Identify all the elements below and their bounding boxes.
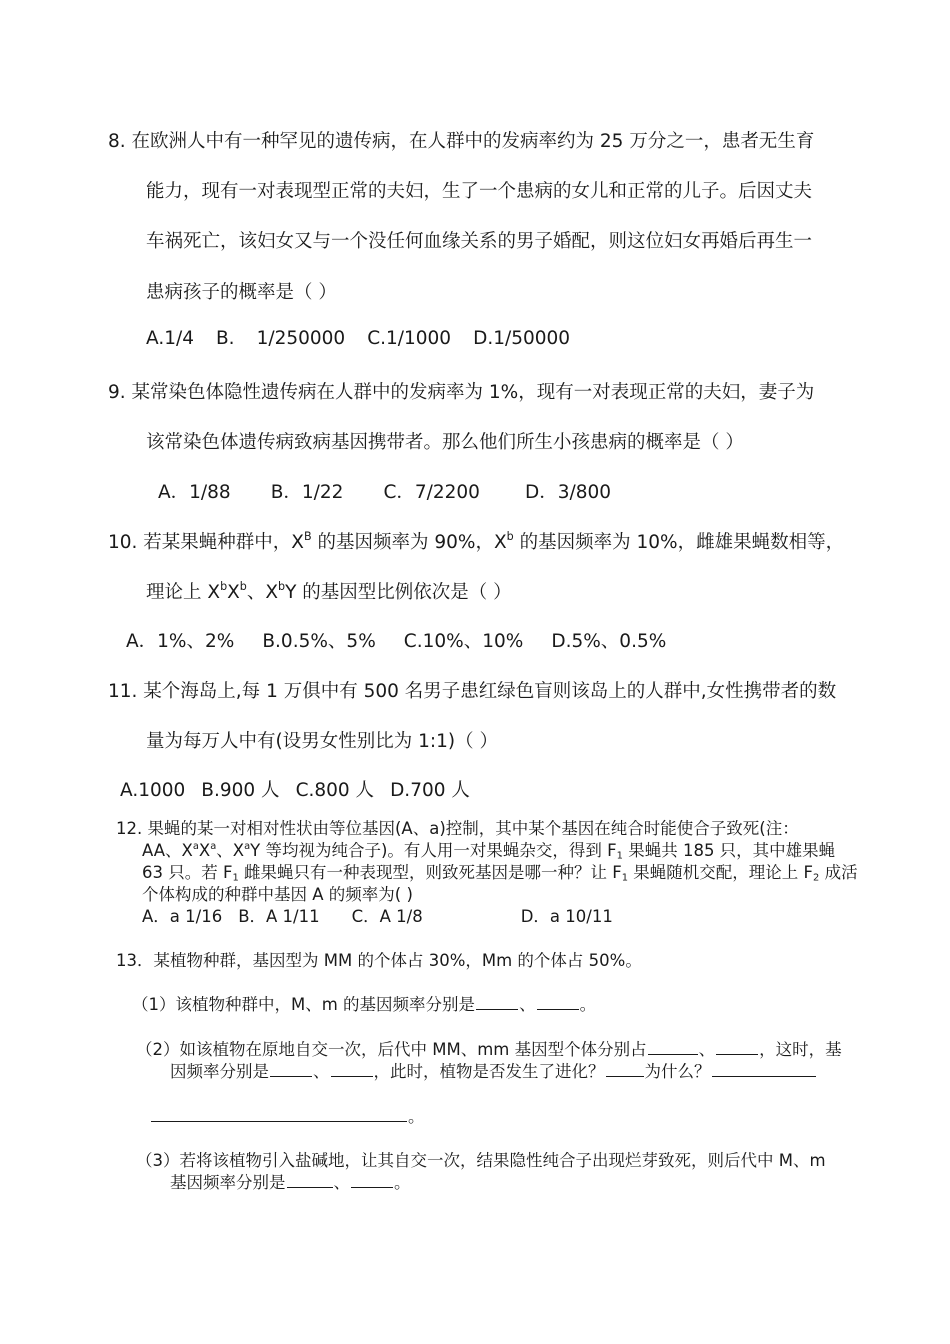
q9-option-a[interactable]: A．1/88 — [158, 482, 231, 503]
answer-blank[interactable] — [716, 1037, 758, 1055]
q9-option-b[interactable]: B．1/22 — [270, 482, 344, 503]
q12-text: 果蝇随机交配，理论上 F — [628, 863, 814, 882]
q8-option-c[interactable]: C.1/1000 — [367, 328, 452, 349]
q12-option-b[interactable]: B．A 1/11 — [238, 907, 320, 926]
q13-text: 基因频率分别是 — [170, 1173, 286, 1192]
answer-blank[interactable] — [712, 1059, 816, 1077]
q10-text: 的基因频率为 10%，雌雄果蝇数相等， — [513, 532, 845, 553]
q13-text: 、 — [519, 995, 536, 1014]
q10-text: Y 的基因型比例依次是（ ） — [285, 582, 512, 603]
q8-option-a[interactable]: A.1/4 — [146, 328, 194, 349]
q12-option-c[interactable]: C．A 1/8 — [351, 907, 423, 926]
subscript: 2 — [813, 872, 820, 884]
q13-part-3-line-2 — [170, 1169, 411, 1193]
q8-line-3: 车祸死亡，该妇女又与一个没任何血缘关系的男子婚配，则这位妇女再婚后再生一 — [146, 231, 813, 252]
superscript: b — [278, 580, 286, 594]
q9-option-d[interactable]: D．3/800 — [524, 482, 612, 503]
q13-text: 、 — [333, 1173, 350, 1192]
q12-text: 雌果蝇只有一种表现型，则致死基因是哪一种？让 F — [238, 863, 622, 882]
q9-option-c[interactable]: C．7/2200 — [383, 482, 480, 503]
q8-option-b[interactable]: B. — [215, 328, 235, 349]
q12-line-1: 12. 果蝇的某一对相对性状由等位基因(A、a)控制，其中某个基因在纯合时能使合子致死(注： — [116, 819, 799, 838]
q12-text: Y 等均视为纯合子)。有人用一对果蝇杂交，得到 F — [250, 841, 617, 860]
q10-options — [126, 627, 666, 653]
q8-options — [146, 328, 570, 349]
superscript: b — [506, 530, 514, 544]
q8-option-d[interactable]: D.1/50000 — [473, 328, 571, 349]
q11-option-b[interactable]: B.900 人 — [201, 780, 280, 801]
q9-options — [158, 478, 611, 504]
superscript: a — [192, 841, 199, 853]
superscript: a — [210, 841, 217, 853]
q11-line-2: 量为每万人中有(设男女性别比为 1:1)（ ） — [146, 731, 498, 752]
q13-part-3-line-1: （3）若将该植物引入盐碱地，让其自交一次，结果隐性纯合子出现烂芽致死，则后代中 M、m — [136, 1151, 826, 1170]
q10-text: 理论上 X — [146, 582, 221, 603]
q13-part-2-line-1 — [136, 1036, 842, 1060]
q10-line-2 — [146, 578, 512, 604]
superscript: b — [239, 580, 247, 594]
superscript: B — [303, 530, 312, 544]
subscript: 1 — [616, 850, 623, 862]
answer-blank[interactable] — [606, 1059, 644, 1077]
q11-option-c[interactable]: C.800 人 — [295, 780, 375, 801]
q9-line-2: 该常染色体遗传病致病基因携带者。那么他们所生小孩患病的概率是（ ） — [146, 432, 744, 453]
answer-blank[interactable] — [476, 992, 518, 1010]
subscript: 1 — [232, 872, 239, 884]
q10-text: 、X — [246, 582, 279, 603]
q11-options — [120, 776, 470, 802]
q13-text: 、 — [313, 1062, 330, 1081]
q13-text: 、 — [698, 1040, 716, 1059]
answer-blank[interactable] — [151, 1104, 407, 1122]
q8-line-4: 患病孩子的概率是（ ） — [146, 282, 337, 303]
q12-line-2 — [142, 837, 835, 861]
superscript: b — [220, 580, 228, 594]
answer-blank[interactable] — [287, 1170, 333, 1188]
q13-text: 。 — [579, 995, 597, 1014]
q11-option-a[interactable]: A.1000 — [120, 780, 186, 801]
q12-text: AA、X — [142, 841, 193, 860]
q12-text: X — [198, 841, 211, 860]
q11-option-d[interactable]: D.700 人 — [390, 780, 470, 801]
q13-part-2-line-2 — [170, 1058, 817, 1082]
q8-option-b-value: 1/250000 — [256, 328, 346, 349]
q13-text: 因频率分别是 — [170, 1062, 269, 1081]
answer-blank[interactable] — [351, 1170, 393, 1188]
q10-option-b[interactable]: B.0.5%、5% — [262, 631, 376, 652]
q13-text: （2）如该植物在原地自交一次，后代中 MM、mm 基因型个体分别占 — [136, 1040, 647, 1059]
superscript: a — [244, 841, 251, 853]
q12-text: 成活 — [819, 863, 858, 882]
q13-text: （1）该植物种群中，M、m 的基因频率分别是 — [132, 995, 476, 1014]
q10-text: 10. 若某果蝇种群中，X — [108, 532, 304, 553]
q10-text: 的基因频率为 90%，X — [311, 532, 507, 553]
answer-blank[interactable] — [537, 992, 579, 1010]
q10-option-d[interactable]: D.5%、0.5% — [551, 631, 667, 652]
q13-part-1 — [132, 991, 596, 1015]
q10-option-a[interactable]: A．1%、2% — [126, 631, 235, 652]
q10-option-c[interactable]: C.10%、10% — [403, 631, 524, 652]
q12-text: 63 只。若 F — [142, 863, 233, 882]
q12-text: 果蝇共 185 只，其中雄果蝇 — [622, 841, 836, 860]
q10-line-1 — [108, 528, 844, 554]
q12-option-a[interactable]: A．a 1/16 — [142, 907, 223, 926]
q13-text: 。 — [408, 1107, 425, 1126]
answer-blank[interactable] — [331, 1059, 373, 1077]
q13-text: ，此时，植物是否发生了进化？ — [373, 1062, 605, 1081]
q13-text: ，这时，基 — [759, 1040, 842, 1059]
q8-line-2: 能力，现有一对表现型正常的夫妇，生了一个患病的女儿和正常的儿子。后因丈夫 — [146, 181, 813, 202]
q12-options — [142, 903, 613, 927]
q12-line-4: 个体构成的种群中基因 A 的频率为( ) — [142, 885, 413, 904]
q12-text: 、X — [216, 841, 245, 860]
q12-option-d[interactable]: D．a 10/11 — [520, 907, 613, 926]
q11-line-1: 11. 某个海岛上,每 1 万俱中有 500 名男子患红绿色盲则该岛上的人群中,女性携带者的数 — [108, 681, 837, 702]
q13-stem: 13．某植物种群，基因型为 MM 的个体占 30%，Mm 的个体占 50%。 — [116, 951, 642, 970]
q8-line-1: 8. 在欧洲人中有一种罕见的遗传病，在人群中的发病率约为 25 万分之一，患者无生育 — [108, 131, 815, 152]
q13-text: 。 — [394, 1173, 411, 1192]
answer-blank[interactable] — [270, 1059, 312, 1077]
q12-line-3 — [142, 859, 858, 883]
subscript: 1 — [621, 872, 629, 884]
q9-line-1: 9. 某常染色体隐性遗传病在人群中的发病率为 1%，现有一对表现正常的夫妇，妻子为 — [108, 382, 815, 403]
q10-text: X — [227, 582, 240, 603]
answer-blank[interactable] — [648, 1037, 698, 1055]
q13-part-2-line-3 — [150, 1103, 425, 1127]
q13-text: 为什么？ — [644, 1062, 711, 1081]
